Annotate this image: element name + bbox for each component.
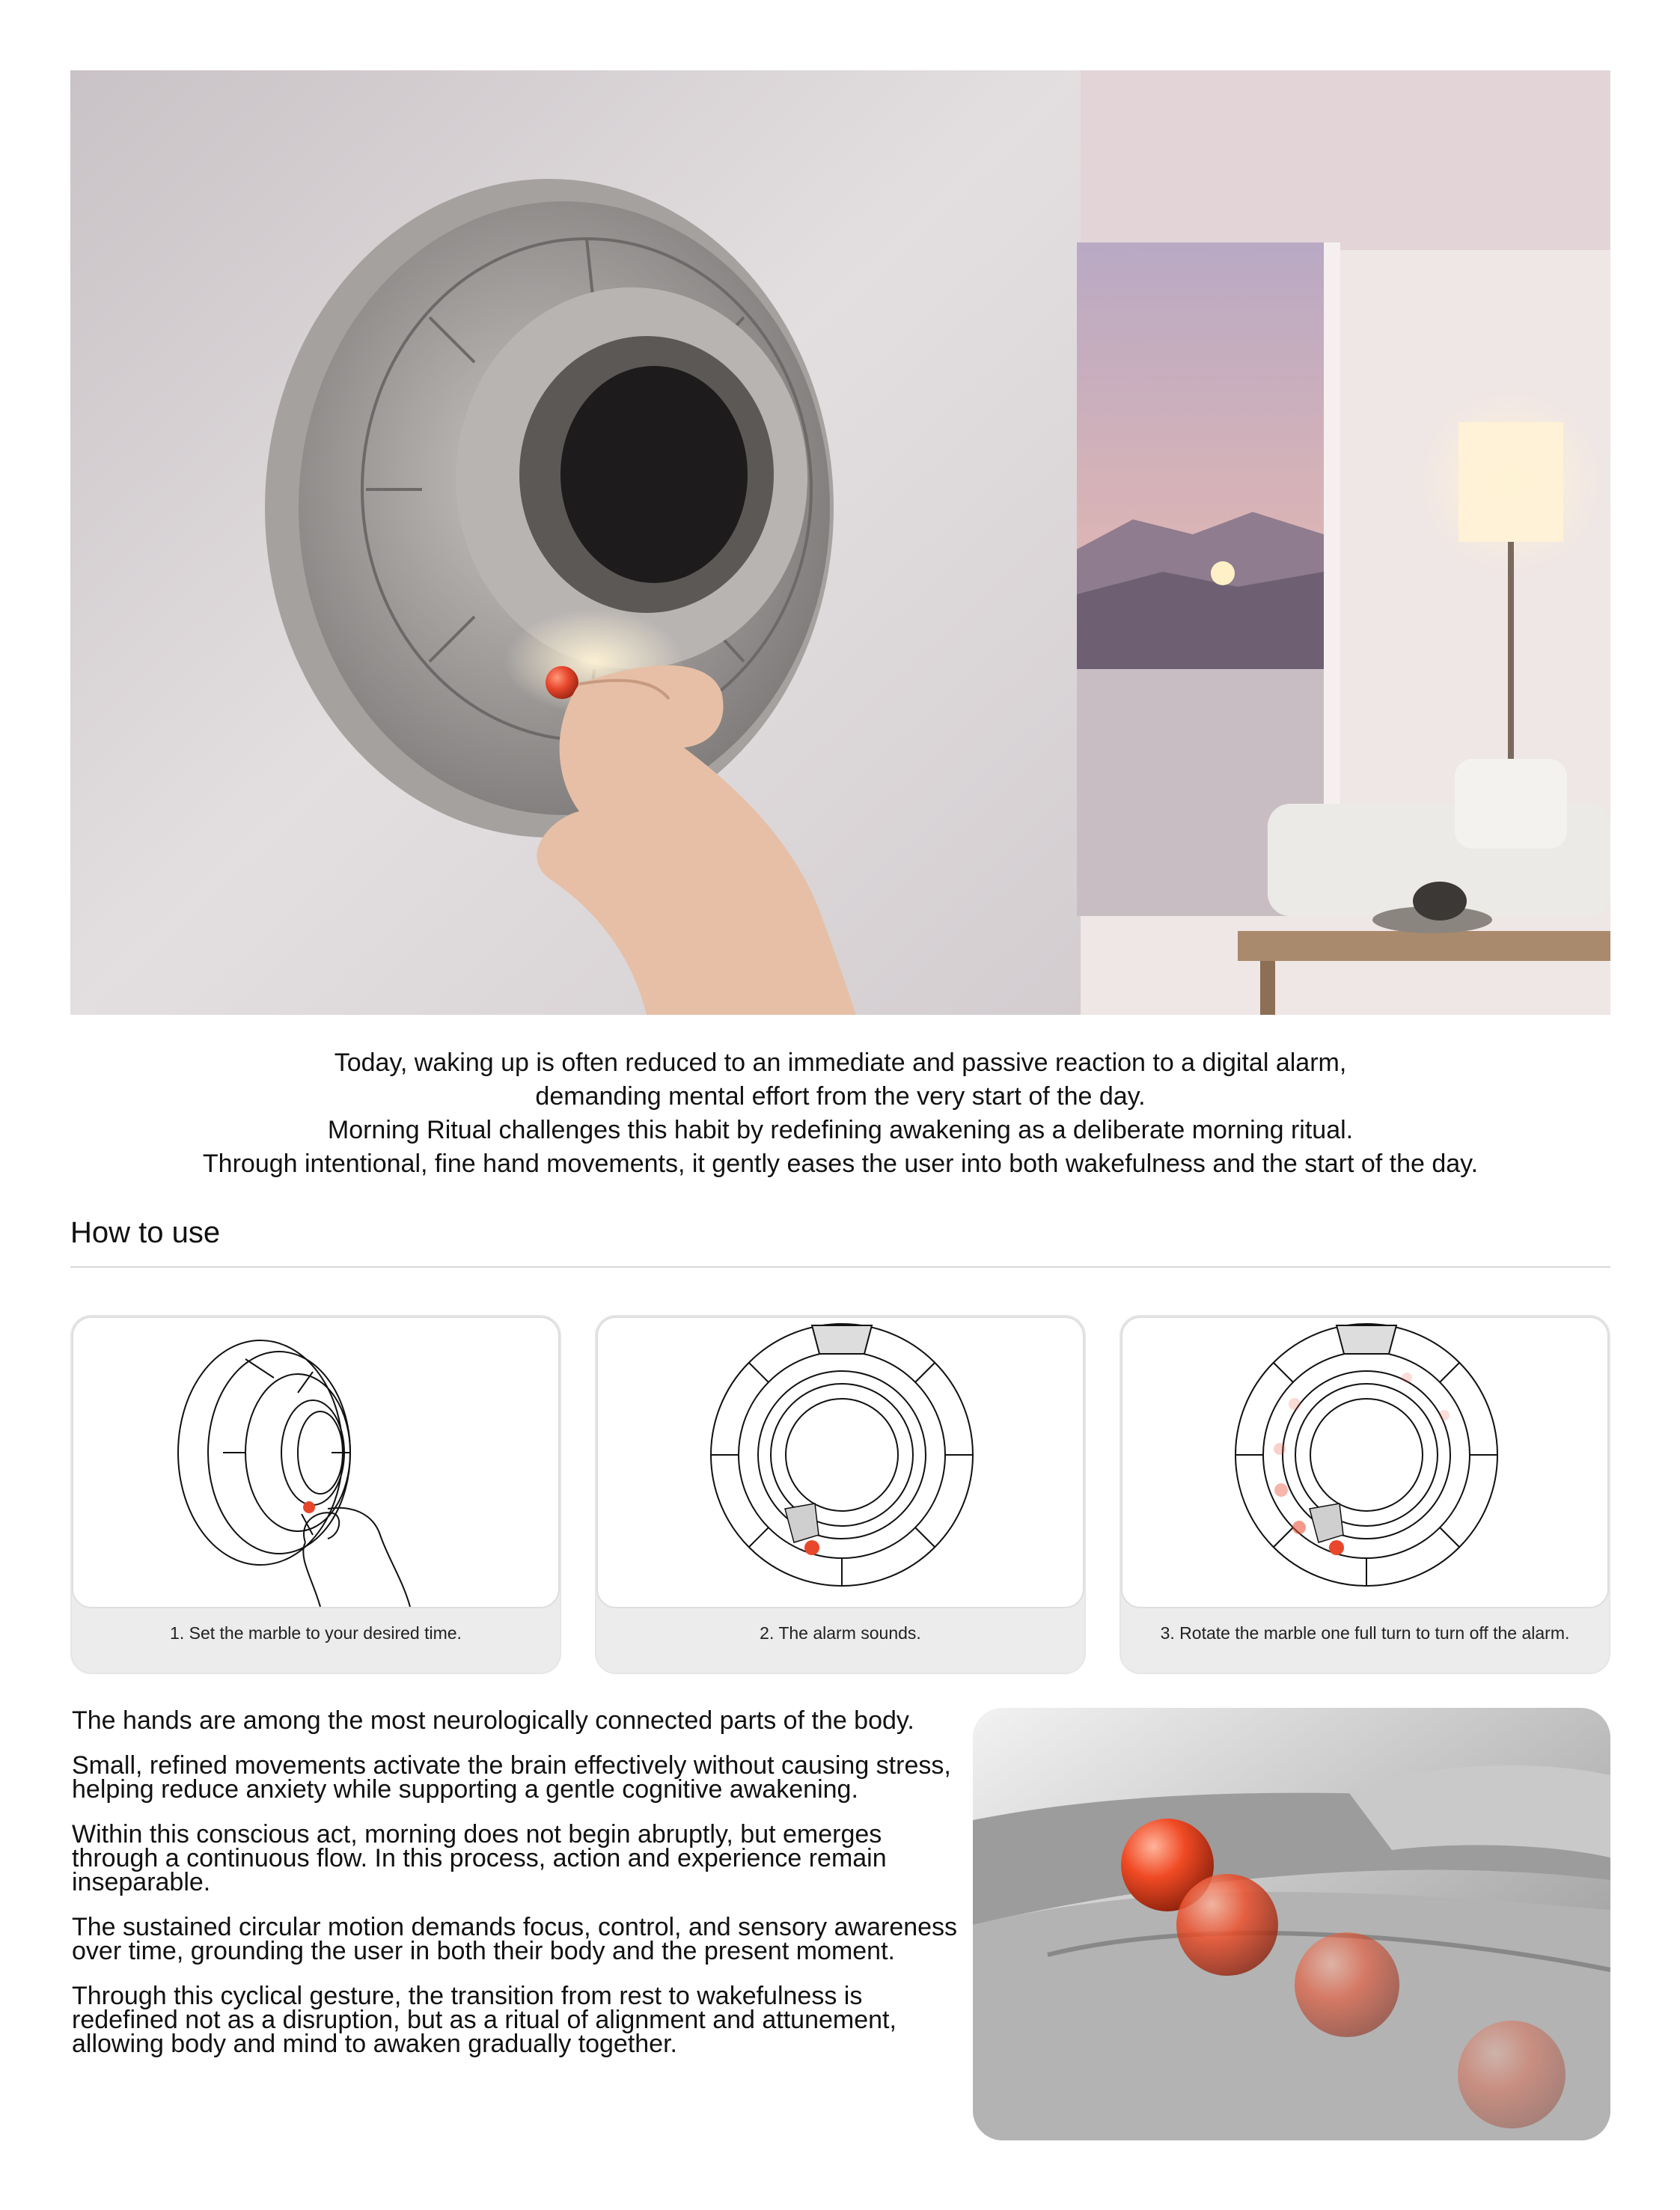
intro-line: Today, waking up is often reduced to an immediate and passive reaction to a digital alarm,	[334, 1048, 1347, 1077]
step-3-illustration	[1121, 1316, 1609, 1608]
step-caption: 2. The alarm sounds.	[760, 1623, 921, 1643]
step-1-illustration	[72, 1316, 560, 1608]
hero-photo	[70, 70, 1610, 1015]
intro-line: Through intentional, fine hand movements, it gently eases the user into both wakefulness and the start of the day.	[202, 1150, 1479, 1178]
step-caption: 3. Rotate the marble one full turn to turn off the alarm.	[1160, 1623, 1570, 1643]
intro-line: demanding mental effort from the very start of the day.	[535, 1082, 1146, 1111]
marble-3	[1295, 1932, 1399, 2037]
body-paragraph: The sustained circular motion demands focus, control, and sensory awareness over time, grounding the user in both their body and the present moment.	[72, 1913, 958, 1965]
body-paragraph: Through this cyclical gesture, the transition from rest to wakefulness is redefined not as a disruption, but as a ritual of alignment and attunement, allowing body and mind to awaken gradually together.	[72, 1982, 896, 2058]
hero-illustration	[70, 70, 1610, 1015]
body-text	[72, 1706, 970, 2077]
step-card-1	[70, 1315, 561, 1674]
divider	[70, 1266, 1610, 1268]
how-to-use-heading: How to use	[70, 1216, 221, 1249]
body-paragraph: Within this conscious act, morning does not begin abruptly, but emerges through a continuous flow. In this process, action and experience remain inseparable.	[72, 1820, 887, 1896]
step-card-2	[595, 1315, 1086, 1674]
step-card-3	[1120, 1315, 1610, 1674]
body-paragraph: Small, refined movements activate the brain effectively without causing stress, helping reduce anxiety while supporting a gentle cognitive awakening.	[72, 1751, 951, 1804]
step-caption: 1. Set the marble to your desired time.	[170, 1623, 462, 1643]
marble-2	[1176, 1874, 1278, 1976]
marble-4	[1458, 2021, 1566, 2128]
intro-line: Morning Ritual challenges this habit by redefining awakening as a deliberate morning ritual.	[327, 1116, 1354, 1144]
body-paragraph: The hands are among the most neurologically connected parts of the body.	[72, 1706, 914, 1735]
intro-text	[70, 1046, 1610, 1181]
step-2-illustration	[596, 1316, 1084, 1608]
marble-closeup-image	[973, 1708, 1610, 2140]
